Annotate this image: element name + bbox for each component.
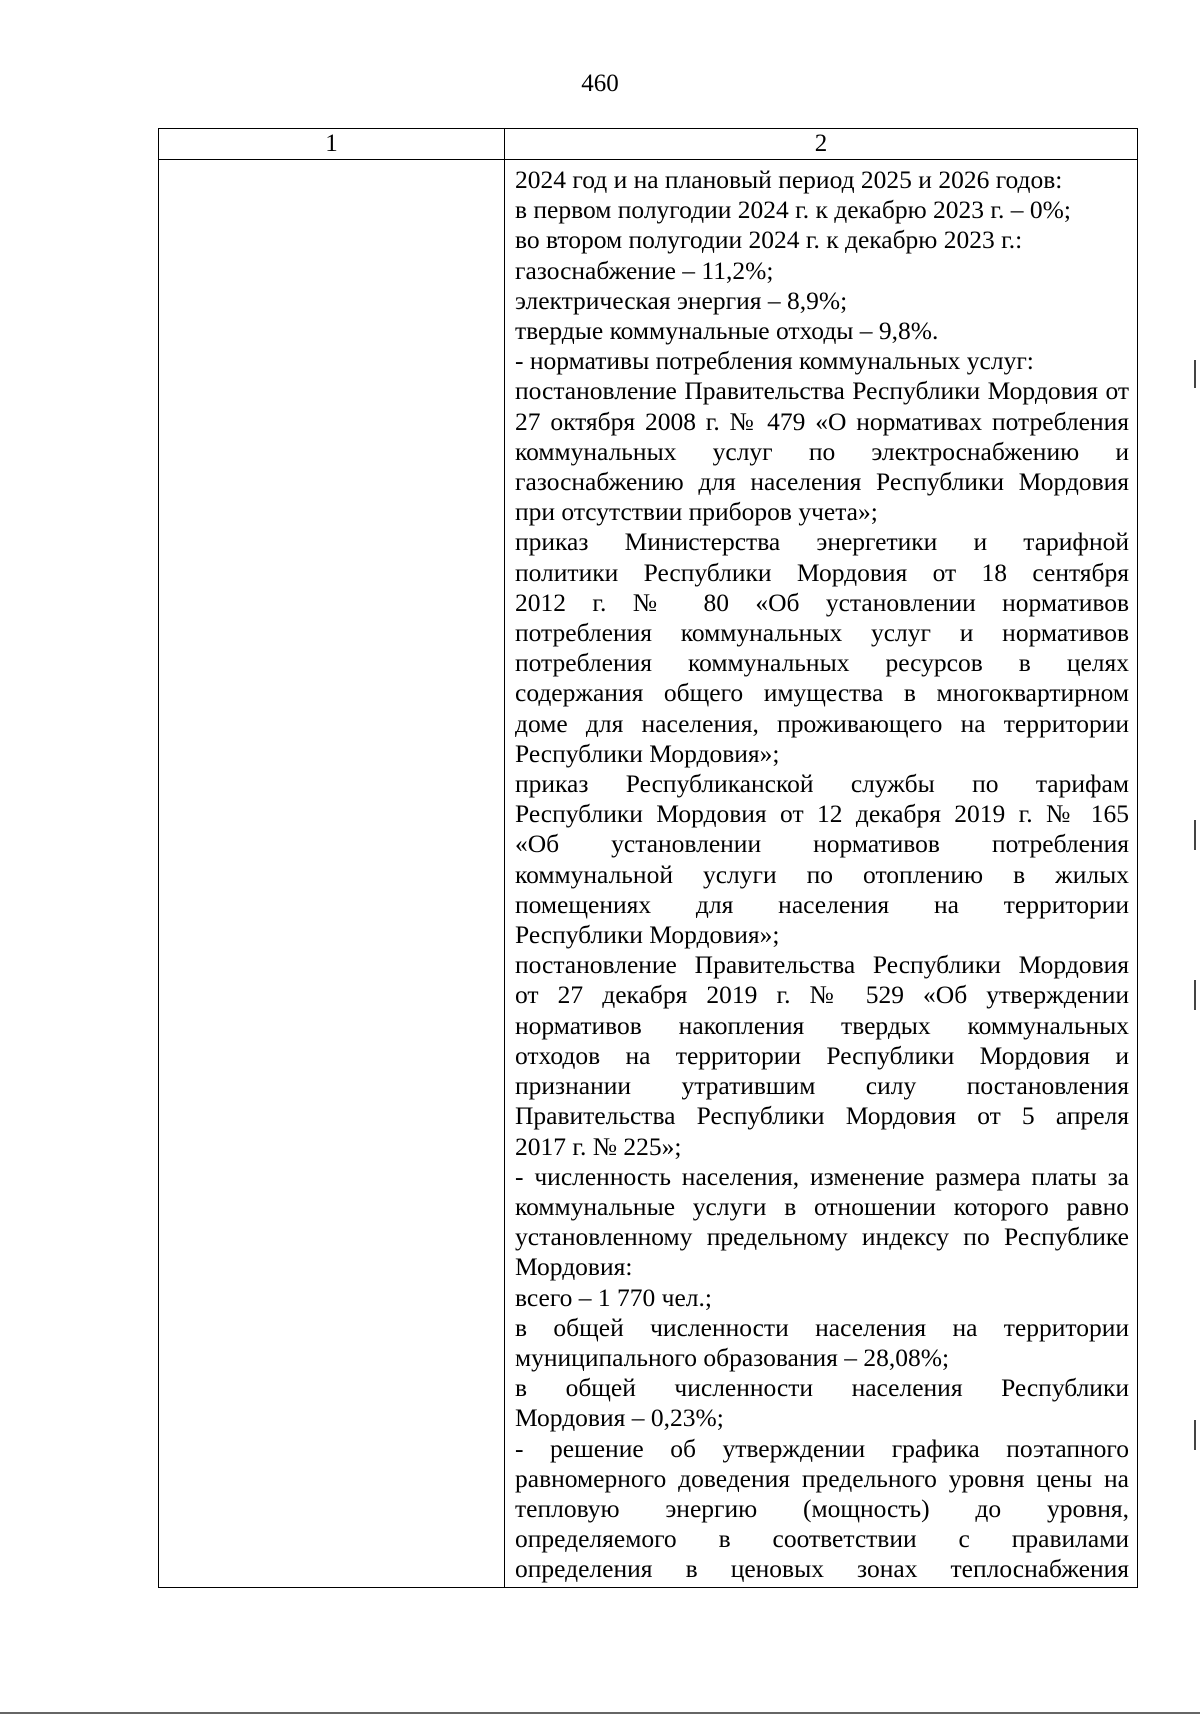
text-line: - нормативы потребления коммунальных услуг: [515, 346, 1034, 376]
text-line: в первом полугодии 2024 г. к декабрю 2023 г. – 0%; [515, 195, 1071, 225]
text-line: Мордовия: [515, 1252, 633, 1282]
scan-artifact [1194, 820, 1196, 850]
column-2-text [515, 165, 1129, 1585]
text-line: потребления коммунальных услуг и нормативов [515, 618, 1129, 648]
text-line: - численность населения, изменение размера платы за [515, 1161, 1129, 1191]
text-line: в общей численности населения Республики [515, 1373, 1129, 1403]
scan-artifact [1194, 1420, 1196, 1450]
text-line: Республики Мордовия»; [515, 738, 780, 768]
text-line: от 27 декабря 2019 г. № 529 «Об утверждении [515, 980, 1129, 1010]
text-line: во втором полугодии 2024 г. к декабрю 2023 г.: [515, 225, 1023, 255]
column-header-2: 2 [505, 129, 1138, 160]
text-line: газоснабжению для населения Республики Мордовия [515, 467, 1129, 497]
text-line: коммунальных услуг по электроснабжению и [515, 436, 1129, 466]
text-line: приказ Республиканской службы по тарифам [515, 769, 1129, 799]
scan-artifact [0, 1712, 1200, 1714]
column-1-cell [159, 160, 505, 1588]
text-line: установленному предельному индексу по Республике [515, 1222, 1129, 1252]
text-line: Республики Мордовия от 12 декабря 2019 г. № 165 [515, 799, 1129, 829]
text-line: газоснабжение – 11,2%; [515, 255, 774, 285]
text-line: коммунальные услуги в отношении которого равно [515, 1191, 1129, 1221]
scan-artifact [1194, 360, 1196, 388]
text-line: Правительства Республики Мордовия от 5 апреля [515, 1101, 1129, 1131]
text-line: «Об установлении нормативов потребления [515, 829, 1129, 859]
text-line: определения в ценовых зонах теплоснабжения [515, 1554, 1129, 1584]
text-line: признании утратившим силу постановления [515, 1071, 1129, 1101]
text-line: политики Республики Мордовия от 18 сентября [515, 557, 1129, 587]
text-line: приказ Министерства энергетики и тарифной [515, 527, 1129, 557]
text-line: электрическая энергия – 8,9%; [515, 285, 848, 315]
text-line: отходов на территории Республики Мордовия и [515, 1040, 1129, 1070]
page-number: 460 [581, 70, 619, 97]
text-line: - решение об утверждении графика поэтапного [515, 1433, 1129, 1463]
table-row [159, 160, 1138, 1588]
scan-artifact [1194, 980, 1196, 1010]
column-header-1: 1 [159, 129, 505, 160]
document-table [158, 128, 1138, 1588]
text-line: Республики Мордовия»; [515, 920, 780, 950]
text-line: помещениях для населения на территории [515, 889, 1129, 919]
text-line: содержания общего имущества в многоквартирном [515, 678, 1129, 708]
text-line: 2012 г. № 80 «Об установлении нормативов [515, 587, 1129, 617]
text-line: в общей численности населения на территории [515, 1312, 1129, 1342]
text-line: постановление Правительства Республики Мордовия от [515, 376, 1129, 406]
text-line: коммунальной услуги по отоплению в жилых [515, 859, 1129, 889]
text-line: потребления коммунальных ресурсов в целях [515, 648, 1129, 678]
text-line: при отсутствии приборов учета»; [515, 497, 878, 527]
text-line: муниципального образования – 28,08%; [515, 1342, 950, 1372]
text-line: Мордовия – 0,23%; [515, 1403, 724, 1433]
text-line: всего – 1 770 чел.; [515, 1282, 712, 1312]
text-line: 27 октября 2008 г. № 479 «О нормативах потребления [515, 406, 1129, 436]
text-line: доме для населения, проживающего на территории [515, 708, 1129, 738]
text-line: тепловую энергию (мощность) до уровня, [515, 1493, 1129, 1523]
text-line: постановление Правительства Республики Мордовия [515, 950, 1129, 980]
text-line: определяемого в соответствии с правилами [515, 1524, 1129, 1554]
table-header-row [159, 129, 1138, 160]
text-line: 2017 г. № 225»; [515, 1131, 682, 1161]
column-2-cell [505, 160, 1138, 1588]
text-line: нормативов накопления твердых коммунальных [515, 1010, 1129, 1040]
text-line: 2024 год и на плановый период 2025 и 2026 годов: [515, 165, 1063, 194]
text-line: твердые коммунальные отходы – 9,8%. [515, 316, 939, 346]
text-line: равномерного доведения предельного уровня цены на [515, 1463, 1129, 1493]
